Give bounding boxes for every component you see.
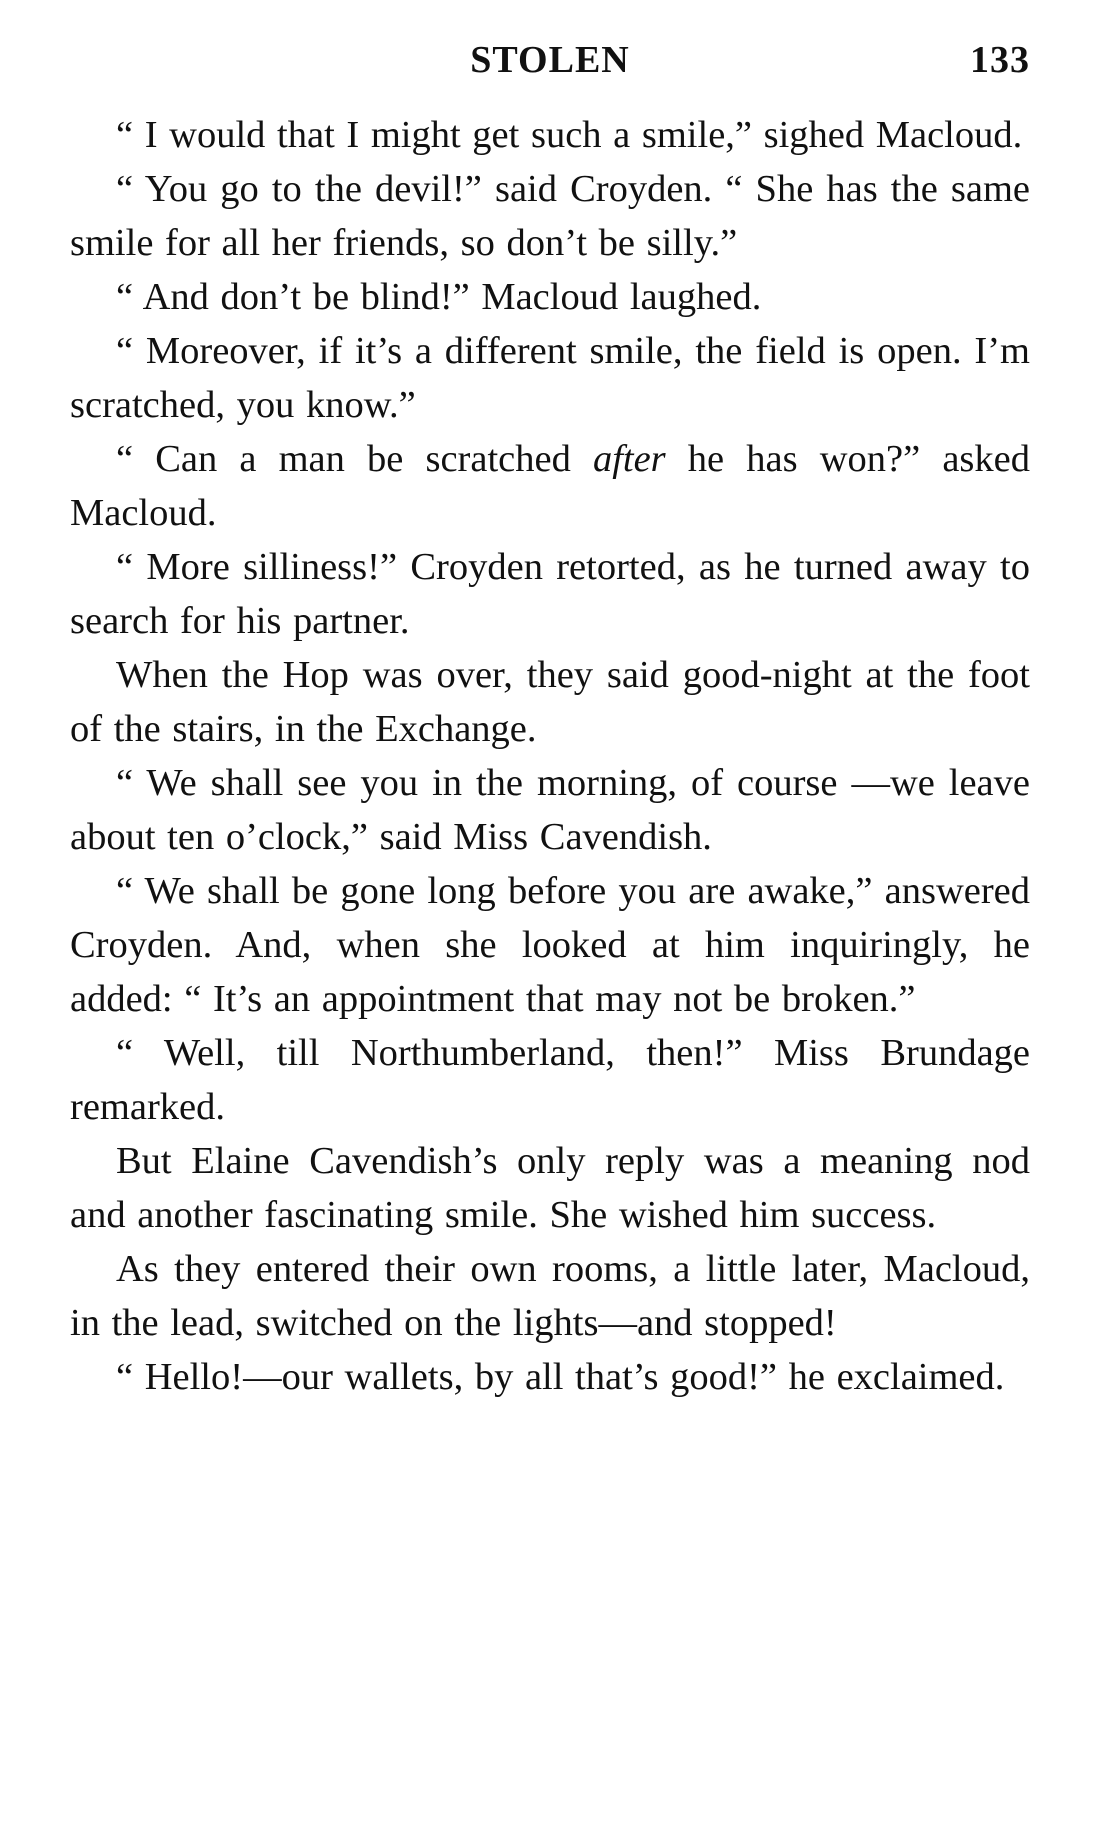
paragraph: “ And don’t be blind!” Macloud laughed. — [116, 276, 762, 318]
paragraph: “ We shall see you in the morning, of course —we leave about ten o’clock,” said Miss Cavendish. — [70, 762, 1030, 858]
italic-emphasis: after — [592, 438, 666, 480]
paragraph: “ Well, till Northumberland, then!” Miss Brundage remarked. — [70, 1032, 1030, 1128]
paragraph: But Elaine Cavendish’s only reply was a meaning nod and another fascinating smile. She wished him success. — [70, 1140, 1030, 1236]
paragraph-text: “ Can a man be scratched — [116, 438, 593, 480]
chapter-title: STOLEN — [470, 39, 630, 81]
paragraph: “ I would that I might get such a smile,” sighed Macloud. — [116, 114, 1023, 156]
paragraph: “ More silliness!” Croyden retorted, as he turned away to search for his partner. — [70, 546, 1030, 642]
running-head — [70, 38, 1030, 94]
paragraph-text: he has won?” asked Macloud. — [70, 438, 1030, 534]
paragraph: “ Hello!—our wallets, by all that’s good!” he exclaimed. — [116, 1356, 1005, 1398]
page-number: 133 — [970, 39, 1030, 81]
paragraph: “ We shall be gone long before you are awake,” answered Croyden. And, when she looked at him inquiringly, he added: “ It’s an appointment that may not be broken.” — [70, 870, 1030, 1020]
paragraph — [70, 432, 1030, 540]
paragraph: “ Moreover, if it’s a different smile, the field is open. I’m scratched, you know.” — [70, 330, 1030, 426]
body-text — [70, 108, 1030, 1404]
paragraph: When the Hop was over, they said good-night at the foot of the stairs, in the Exchange. — [70, 654, 1030, 750]
paragraph: As they entered their own rooms, a little later, Macloud, in the lead, switched on the lights—and stopped! — [70, 1248, 1030, 1344]
book-page — [70, 38, 1030, 1404]
paragraph: “ You go to the devil!” said Croyden. “ She has the same smile for all her friends, so don’t be silly.” — [70, 168, 1030, 264]
